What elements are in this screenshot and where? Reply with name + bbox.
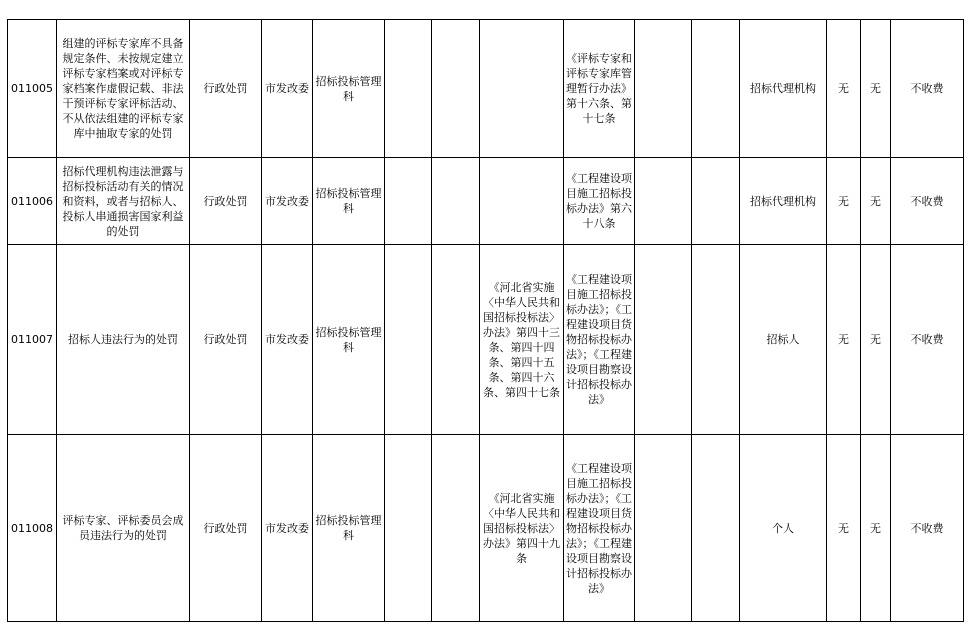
empty-cell [432, 245, 480, 435]
empty-cell [692, 20, 740, 158]
item-fee: 不收费 [891, 20, 964, 158]
empty-cell [635, 158, 692, 245]
item-col-b: 无 [861, 245, 891, 435]
empty-cell [692, 245, 740, 435]
item-basis-law: 《工程建设项目施工招标投标办法》；《工程建设项目货物招标投标办法》；《工程建设项目勘察设计招标投标办法》 [564, 245, 635, 435]
empty-cell [385, 245, 432, 435]
item-basis-local [480, 20, 564, 158]
empty-cell [432, 158, 480, 245]
empty-cell [635, 435, 692, 622]
item-office: 招标投标管理科 [313, 435, 385, 622]
empty-cell [385, 20, 432, 158]
item-fee: 不收费 [891, 245, 964, 435]
empty-cell [692, 158, 740, 245]
item-col-a: 无 [827, 20, 861, 158]
item-basis-local: 《河北省实施〈中华人民共和国招标投标法〉办法》第四十三条、第四十四条、第四十五条、第四十六条、第四十七条 [480, 245, 564, 435]
penalty-table [7, 19, 964, 622]
item-basis-local: 《河北省实施〈中华人民共和国招标投标法〉办法》第四十九条 [480, 435, 564, 622]
item-col-a: 无 [827, 158, 861, 245]
item-target: 招标代理机构 [740, 158, 827, 245]
item-basis-law: 《工程建设项目施工招标投标办法》第六十八条 [564, 158, 635, 245]
table-row [8, 245, 964, 435]
empty-cell [432, 20, 480, 158]
item-office: 招标投标管理科 [313, 158, 385, 245]
item-basis-local [480, 158, 564, 245]
table-row [8, 435, 964, 622]
item-name: 招标人违法行为的处罚 [57, 245, 190, 435]
empty-cell [635, 245, 692, 435]
item-office: 招标投标管理科 [313, 245, 385, 435]
item-basis-law: 《工程建设项目施工招标投标办法》；《工程建设项目货物招标投标办法》；《工程建设项目勘察设计招标投标办法》 [564, 435, 635, 622]
item-dept: 市发改委 [262, 245, 313, 435]
empty-cell [692, 435, 740, 622]
item-basis-law: 《评标专家和评标专家库管理暂行办法》第十六条、第十七条 [564, 20, 635, 158]
item-dept: 市发改委 [262, 435, 313, 622]
empty-cell [432, 435, 480, 622]
item-dept: 市发改委 [262, 20, 313, 158]
table-row [8, 20, 964, 158]
item-dept: 市发改委 [262, 158, 313, 245]
item-col-b: 无 [861, 20, 891, 158]
item-col-b: 无 [861, 435, 891, 622]
empty-cell [635, 20, 692, 158]
item-code: 011008 [8, 435, 57, 622]
empty-cell [385, 435, 432, 622]
item-fee: 不收费 [891, 435, 964, 622]
table-row [8, 158, 964, 245]
item-code: 011007 [8, 245, 57, 435]
item-type: 行政处罚 [190, 20, 262, 158]
item-name: 组建的评标专家库不具备规定条件、未按规定建立评标专家档案或对评标专家档案作虚假记载、非法干预评标专家评标活动、不从依法组建的评标专家库中抽取专家的处罚 [57, 20, 190, 158]
item-target: 招标人 [740, 245, 827, 435]
item-col-a: 无 [827, 245, 861, 435]
item-code: 011006 [8, 158, 57, 245]
item-target: 招标代理机构 [740, 20, 827, 158]
empty-cell [385, 158, 432, 245]
item-name: 评标专家、评标委员会成员违法行为的处罚 [57, 435, 190, 622]
item-name: 招标代理机构违法泄露与招标投标活动有关的情况和资料，或者与招标人、投标人串通损害国家利益的处罚 [57, 158, 190, 245]
item-target: 个人 [740, 435, 827, 622]
item-code: 011005 [8, 20, 57, 158]
item-office: 招标投标管理科 [313, 20, 385, 158]
item-col-b: 无 [861, 158, 891, 245]
item-type: 行政处罚 [190, 435, 262, 622]
item-col-a: 无 [827, 435, 861, 622]
item-type: 行政处罚 [190, 158, 262, 245]
item-fee: 不收费 [891, 158, 964, 245]
item-type: 行政处罚 [190, 245, 262, 435]
